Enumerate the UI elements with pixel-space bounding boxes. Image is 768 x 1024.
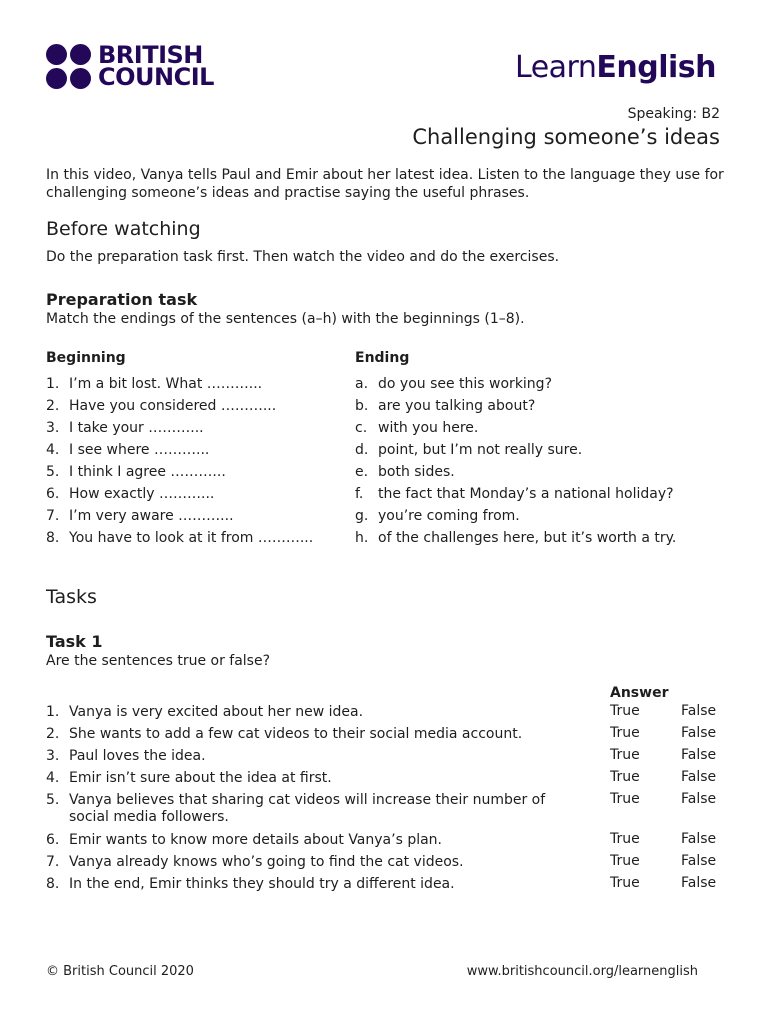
before-watching-heading: Before watching	[46, 218, 201, 240]
preparation-heading: Preparation task	[46, 290, 198, 309]
item-text: you’re coming from.	[378, 508, 520, 524]
british-council-logo	[46, 41, 221, 91]
item-number: 2.	[46, 726, 60, 742]
item-number: 1.	[46, 704, 60, 720]
tasks-heading: Tasks	[46, 586, 97, 608]
ending-column-label: Ending	[355, 350, 410, 366]
item-text: I think I agree ………...	[69, 464, 226, 480]
true-option[interactable]: True	[610, 875, 640, 891]
false-option[interactable]: False	[681, 791, 717, 807]
learn-prefix: Learn	[515, 50, 597, 85]
item-text-continued: social media followers.	[69, 809, 229, 825]
item-text: Have you considered ………...	[69, 398, 277, 414]
item-text: do you see this working?	[378, 376, 553, 392]
false-option[interactable]: False	[681, 703, 717, 719]
item-number: 3.	[46, 420, 60, 436]
true-option[interactable]: True	[610, 747, 640, 763]
logo-dots-icon	[46, 44, 92, 90]
learn-suffix: English	[596, 50, 716, 85]
brand-line-2: COUNCIL	[98, 63, 214, 91]
item-number: b.	[355, 398, 369, 414]
item-text: In the end, Emir thinks they should try a different idea.	[69, 876, 455, 892]
item-text: Paul loves the idea.	[69, 748, 206, 764]
item-text: with you here.	[378, 420, 479, 436]
item-text: Emir isn’t sure about the idea at first.	[69, 770, 332, 786]
footer-url: www.britishcouncil.org/learnenglish	[466, 964, 698, 979]
item-number: 4.	[46, 770, 60, 786]
item-number: 7.	[46, 854, 60, 870]
false-option[interactable]: False	[681, 769, 717, 785]
item-number: 2.	[46, 398, 60, 414]
true-option[interactable]: True	[610, 703, 640, 719]
item-number: 5.	[46, 464, 60, 480]
item-text: I take your ………...	[69, 420, 204, 436]
item-text: of the challenges here, but it’s worth a try.	[378, 530, 677, 546]
brand-line-1: BRITISH	[98, 41, 203, 69]
item-number: e.	[355, 464, 369, 480]
item-number: 4.	[46, 442, 60, 458]
brand-name	[98, 41, 214, 91]
answer-column-label: Answer	[610, 685, 669, 701]
item-number: 6.	[46, 832, 60, 848]
false-option[interactable]: False	[681, 853, 717, 869]
item-text: the fact that Monday’s a national holiday?	[378, 486, 674, 502]
item-text: Vanya believes that sharing cat videos will increase their number of	[69, 792, 546, 808]
copyright: © British Council 2020	[46, 964, 194, 979]
item-text: I see where ………...	[69, 442, 210, 458]
item-number: 8.	[46, 876, 60, 892]
false-option[interactable]: False	[681, 725, 717, 741]
item-number: c.	[355, 420, 368, 436]
item-number: f.	[355, 486, 364, 502]
learnenglish-logo	[515, 50, 716, 85]
false-option[interactable]: False	[681, 747, 717, 763]
false-option[interactable]: False	[681, 831, 717, 847]
item-text: are you talking about?	[378, 398, 536, 414]
item-text: Emir wants to know more details about Vanya’s plan.	[69, 832, 442, 848]
item-number: 3.	[46, 748, 60, 764]
item-number: 8.	[46, 530, 60, 546]
item-text: both sides.	[378, 464, 455, 480]
item-text: Vanya already knows who’s going to find the cat videos.	[69, 854, 464, 870]
true-option[interactable]: True	[610, 769, 640, 785]
item-text: She wants to add a few cat videos to their social media account.	[69, 726, 523, 742]
task1-heading: Task 1	[46, 632, 103, 651]
item-text: I’m very aware ………...	[69, 508, 234, 524]
item-number: h.	[355, 530, 369, 546]
item-number: a.	[355, 376, 369, 392]
item-number: 5.	[46, 792, 60, 808]
item-number: 6.	[46, 486, 60, 502]
item-text: How exactly ………...	[69, 486, 215, 502]
task1-instruction: Are the sentences true or false?	[46, 653, 271, 669]
level-label: Speaking: B2	[627, 106, 720, 122]
item-number: 1.	[46, 376, 60, 392]
true-option[interactable]: True	[610, 791, 640, 807]
item-number: g.	[355, 508, 369, 524]
true-option[interactable]: True	[610, 725, 640, 741]
item-text: I’m a bit lost. What ………...	[69, 376, 263, 392]
intro-text: In this video, Vanya tells Paul and Emir about her latest idea. Listen to the language they use for challenging someone’s ideas and practise saying the useful phrases.	[46, 167, 724, 201]
item-number: d.	[355, 442, 369, 458]
true-option[interactable]: True	[610, 853, 640, 869]
preparation-instruction: Match the endings of the sentences (a–h) with the beginnings (1–8).	[46, 311, 525, 327]
item-text: point, but I’m not really sure.	[378, 442, 583, 458]
beginning-column-label: Beginning	[46, 350, 126, 366]
item-text: Vanya is very excited about her new idea.	[69, 704, 364, 720]
item-number: 7.	[46, 508, 60, 524]
false-option[interactable]: False	[681, 875, 717, 891]
page-title: Challenging someone’s ideas	[412, 125, 720, 149]
before-watching-text: Do the preparation task first. Then watch the video and do the exercises.	[46, 249, 560, 265]
item-text: You have to look at it from ………...	[69, 530, 314, 546]
true-option[interactable]: True	[610, 831, 640, 847]
